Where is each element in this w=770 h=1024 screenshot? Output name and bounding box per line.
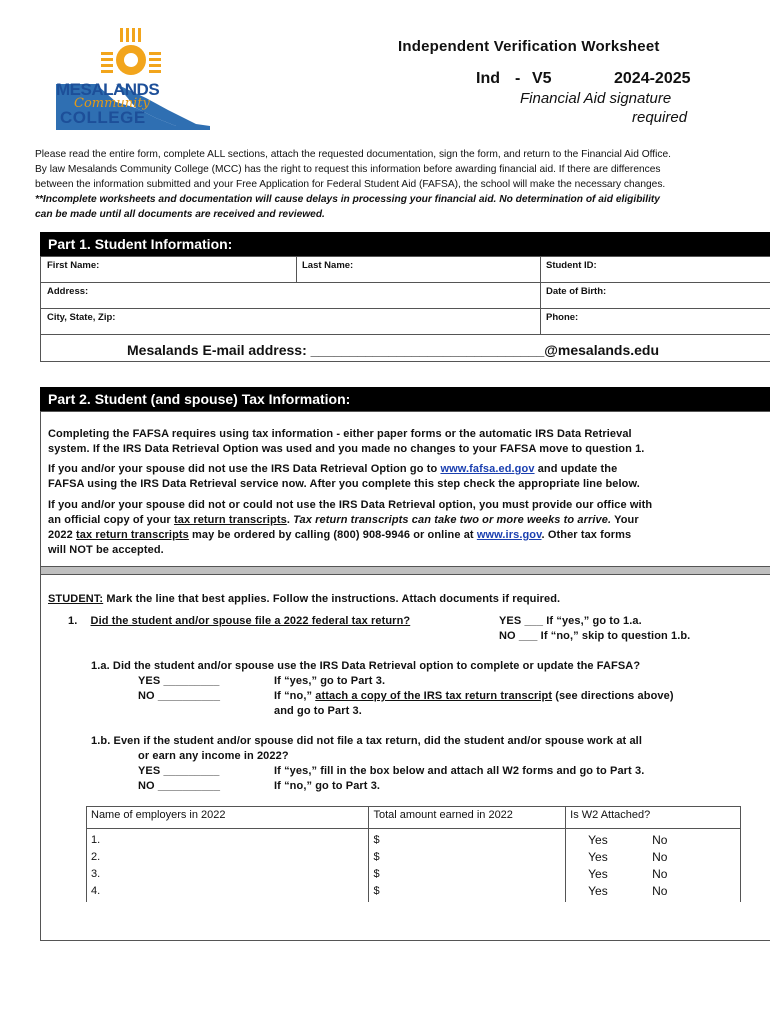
email-label: Mesalands E-mail address: (127, 342, 307, 358)
section-divider (41, 566, 770, 575)
part2-line: FAFSA using the IRS Data Retrieval service now. After you complete this step check the appropriate line below. (48, 478, 640, 490)
q1b-no-option[interactable]: NO __________ (138, 780, 221, 792)
dob-label: Date of Birth: (546, 286, 607, 297)
q1b-no-instruction: If “no,” go to Part 3. (274, 780, 381, 792)
transcript-term: tax return transcripts (173, 514, 287, 526)
q1a-yes-option[interactable]: YES _________ (138, 675, 220, 687)
amount-cells[interactable] (369, 829, 566, 903)
part2-text: . (286, 514, 294, 526)
part1-box (40, 256, 770, 362)
award-year: 2024-2025 (614, 70, 691, 87)
student-instructions (48, 592, 560, 607)
student-instruction-text: Mark the line that best applies. Follow the instructions. Attach documents if required. (103, 593, 561, 605)
intro-line: By law Mesalands Community College (MCC) has the right to request this information before awarding financial aid. If there are differences (35, 164, 661, 175)
part2-text: may be ordered by calling (800) 908-9946 or online at (188, 529, 477, 541)
amount-currency: $ (373, 885, 380, 897)
irs-link[interactable]: www.irs.gov (476, 529, 542, 541)
q1b-yes-instruction: If “yes,” fill in the box below and attach all W2 forms and go to Part 3. (274, 765, 645, 777)
col-header-employer: Name of employers in 2022 (87, 807, 369, 829)
table-row (87, 829, 741, 903)
student-id-field[interactable] (541, 257, 770, 283)
form-version: V5 (532, 70, 552, 87)
email-domain: @mesalands.edu (544, 342, 660, 358)
amount-currency: $ (373, 851, 380, 863)
employer-row-number: 4. (91, 885, 101, 897)
amount-currency: $ (373, 834, 380, 846)
phone-label: Phone: (546, 312, 579, 323)
part1-header: Part 1. Student Information: (40, 232, 770, 257)
last-name-label: Last Name: (302, 260, 354, 271)
first-name-label: First Name: (47, 260, 100, 271)
logo-text-mesalands: MESALANDS (56, 80, 160, 99)
student-id-label: Student ID: (546, 260, 597, 271)
employers-table (86, 806, 741, 902)
form-code: Ind (476, 70, 500, 87)
q1-yes-option[interactable]: YES ___ If “yes,” go to 1.a. (499, 615, 642, 627)
w2-no-option[interactable]: No (652, 833, 668, 847)
w2-yes-option[interactable]: Yes (588, 833, 608, 847)
phone-field[interactable] (541, 309, 770, 335)
q1b-yes-option[interactable]: YES _________ (138, 765, 220, 777)
employer-row-number: 1. (91, 834, 101, 846)
transcript-wait-note: Tax return transcripts can take two or more weeks to arrive. (293, 514, 612, 526)
intro-text (35, 147, 740, 222)
signature-note-line1: Financial Aid signature (520, 90, 672, 107)
part2-text: and update the (534, 463, 618, 475)
question-1a-text: 1.a. Did the student and/or spouse use the IRS Data Retrieval option to complete or update the FAFSA? (91, 660, 641, 672)
table-header-row (87, 807, 741, 829)
logo-text-college: COLLEGE (60, 108, 146, 127)
college-logo (56, 22, 210, 130)
w2-no-option[interactable]: No (652, 850, 668, 864)
question-1b-text-2: or earn any income in 2022? (138, 750, 289, 762)
part2-line: If you and/or your spouse did not or could not use the IRS Data Retrieval option, you must provide our office with (48, 499, 653, 511)
question-number: 1. (68, 615, 78, 627)
form-dash: - (515, 70, 521, 87)
q1a-yes-instruction: If “yes,” go to Part 3. (274, 675, 386, 687)
part2-text: 2022 (48, 529, 77, 541)
question-1 (68, 614, 410, 629)
signature-note-line2: required (632, 109, 688, 126)
w2-cells (566, 829, 741, 903)
logo-text-community: Community (74, 96, 150, 111)
employer-row-number: 3. (91, 868, 101, 880)
part2-text: If you and/or your spouse did not use the IRS Data Retrieval Option go to (48, 463, 441, 475)
w2-yes-option[interactable]: Yes (588, 884, 608, 898)
city-state-zip-field[interactable] (41, 309, 541, 335)
part2-line: Completing the FAFSA requires using tax information - either paper forms or the automatic IRS Data Retrieval (48, 428, 632, 440)
amount-currency: $ (373, 868, 380, 880)
part2-line: will NOT be accepted. (48, 544, 164, 556)
employer-name-cells[interactable] (87, 829, 369, 903)
w2-yes-option[interactable]: Yes (588, 867, 608, 881)
q1a-no-instruction (274, 689, 674, 704)
part2-line: system. If the IRS Data Retrieval Option was used and you made no changes to your FAFSA move to question 1. (48, 443, 645, 455)
intro-warning: **Incomplete worksheets and documentation will cause delays in processing your financial aid. No determination of aid eligibility (35, 194, 660, 205)
q1a-no-instruction-2: and go to Part 3. (274, 705, 362, 717)
part2-paragraph-1 (48, 427, 748, 457)
col-header-amount: Total amount earned in 2022 (369, 807, 566, 829)
part2-text: . Other tax forms (541, 529, 632, 541)
email-row (127, 342, 659, 358)
question-1b-text: 1.b. Even if the student and/or spouse did not file a tax return, did the student and/or spouse work at all (91, 735, 642, 747)
city-label: City, State, Zip: (47, 312, 116, 323)
q1-no-option[interactable]: NO ___ If “no,” skip to question 1.b. (499, 630, 691, 642)
intro-line: between the information submitted and your Free Application for Federal Student Aid (FAFSA), the school will make the necessary changes. (35, 179, 666, 190)
student-label: STUDENT: (48, 593, 104, 605)
transcript-term: tax return transcripts (76, 529, 189, 541)
address-field[interactable] (41, 283, 541, 309)
q1a-transcript-term: attach a copy of the IRS tax return transcript (315, 690, 553, 702)
q1a-no-option[interactable]: NO __________ (138, 690, 221, 702)
email-input[interactable]: ______________________________ (310, 342, 545, 358)
part2-box (40, 411, 770, 941)
fafsa-link[interactable]: www.fafsa.ed.gov (440, 463, 535, 475)
employer-row-number: 2. (91, 851, 101, 863)
w2-no-option[interactable]: No (652, 884, 668, 898)
dob-field[interactable] (541, 283, 770, 309)
part2-text: Your (611, 514, 639, 526)
part2-paragraph-2 (48, 462, 748, 492)
w2-yes-option[interactable]: Yes (588, 850, 608, 864)
part2-header: Part 2. Student (and spouse) Tax Information: (40, 387, 770, 412)
w2-no-option[interactable]: No (652, 867, 668, 881)
part2-paragraph-3 (48, 498, 748, 558)
last-name-field[interactable] (297, 257, 541, 283)
worksheet-title: Independent Verification Worksheet (398, 38, 660, 55)
part2-text: an official copy of your (48, 514, 174, 526)
q1a-no-text: If “no,” (274, 690, 316, 702)
intro-line: Please read the entire form, complete ALL sections, attach the requested documentation, sign the form, and return to the Financial Aid Office. (35, 149, 671, 160)
question-1-text: Did the student and/or spouse file a 2022 federal tax return? (90, 615, 411, 627)
intro-warning: can be made until all documents are received and reviewed. (35, 209, 325, 220)
address-label: Address: (47, 286, 89, 297)
col-header-w2: Is W2 Attached? (566, 807, 741, 829)
q1a-no-text: (see directions above) (552, 690, 674, 702)
first-name-field[interactable] (41, 257, 297, 283)
